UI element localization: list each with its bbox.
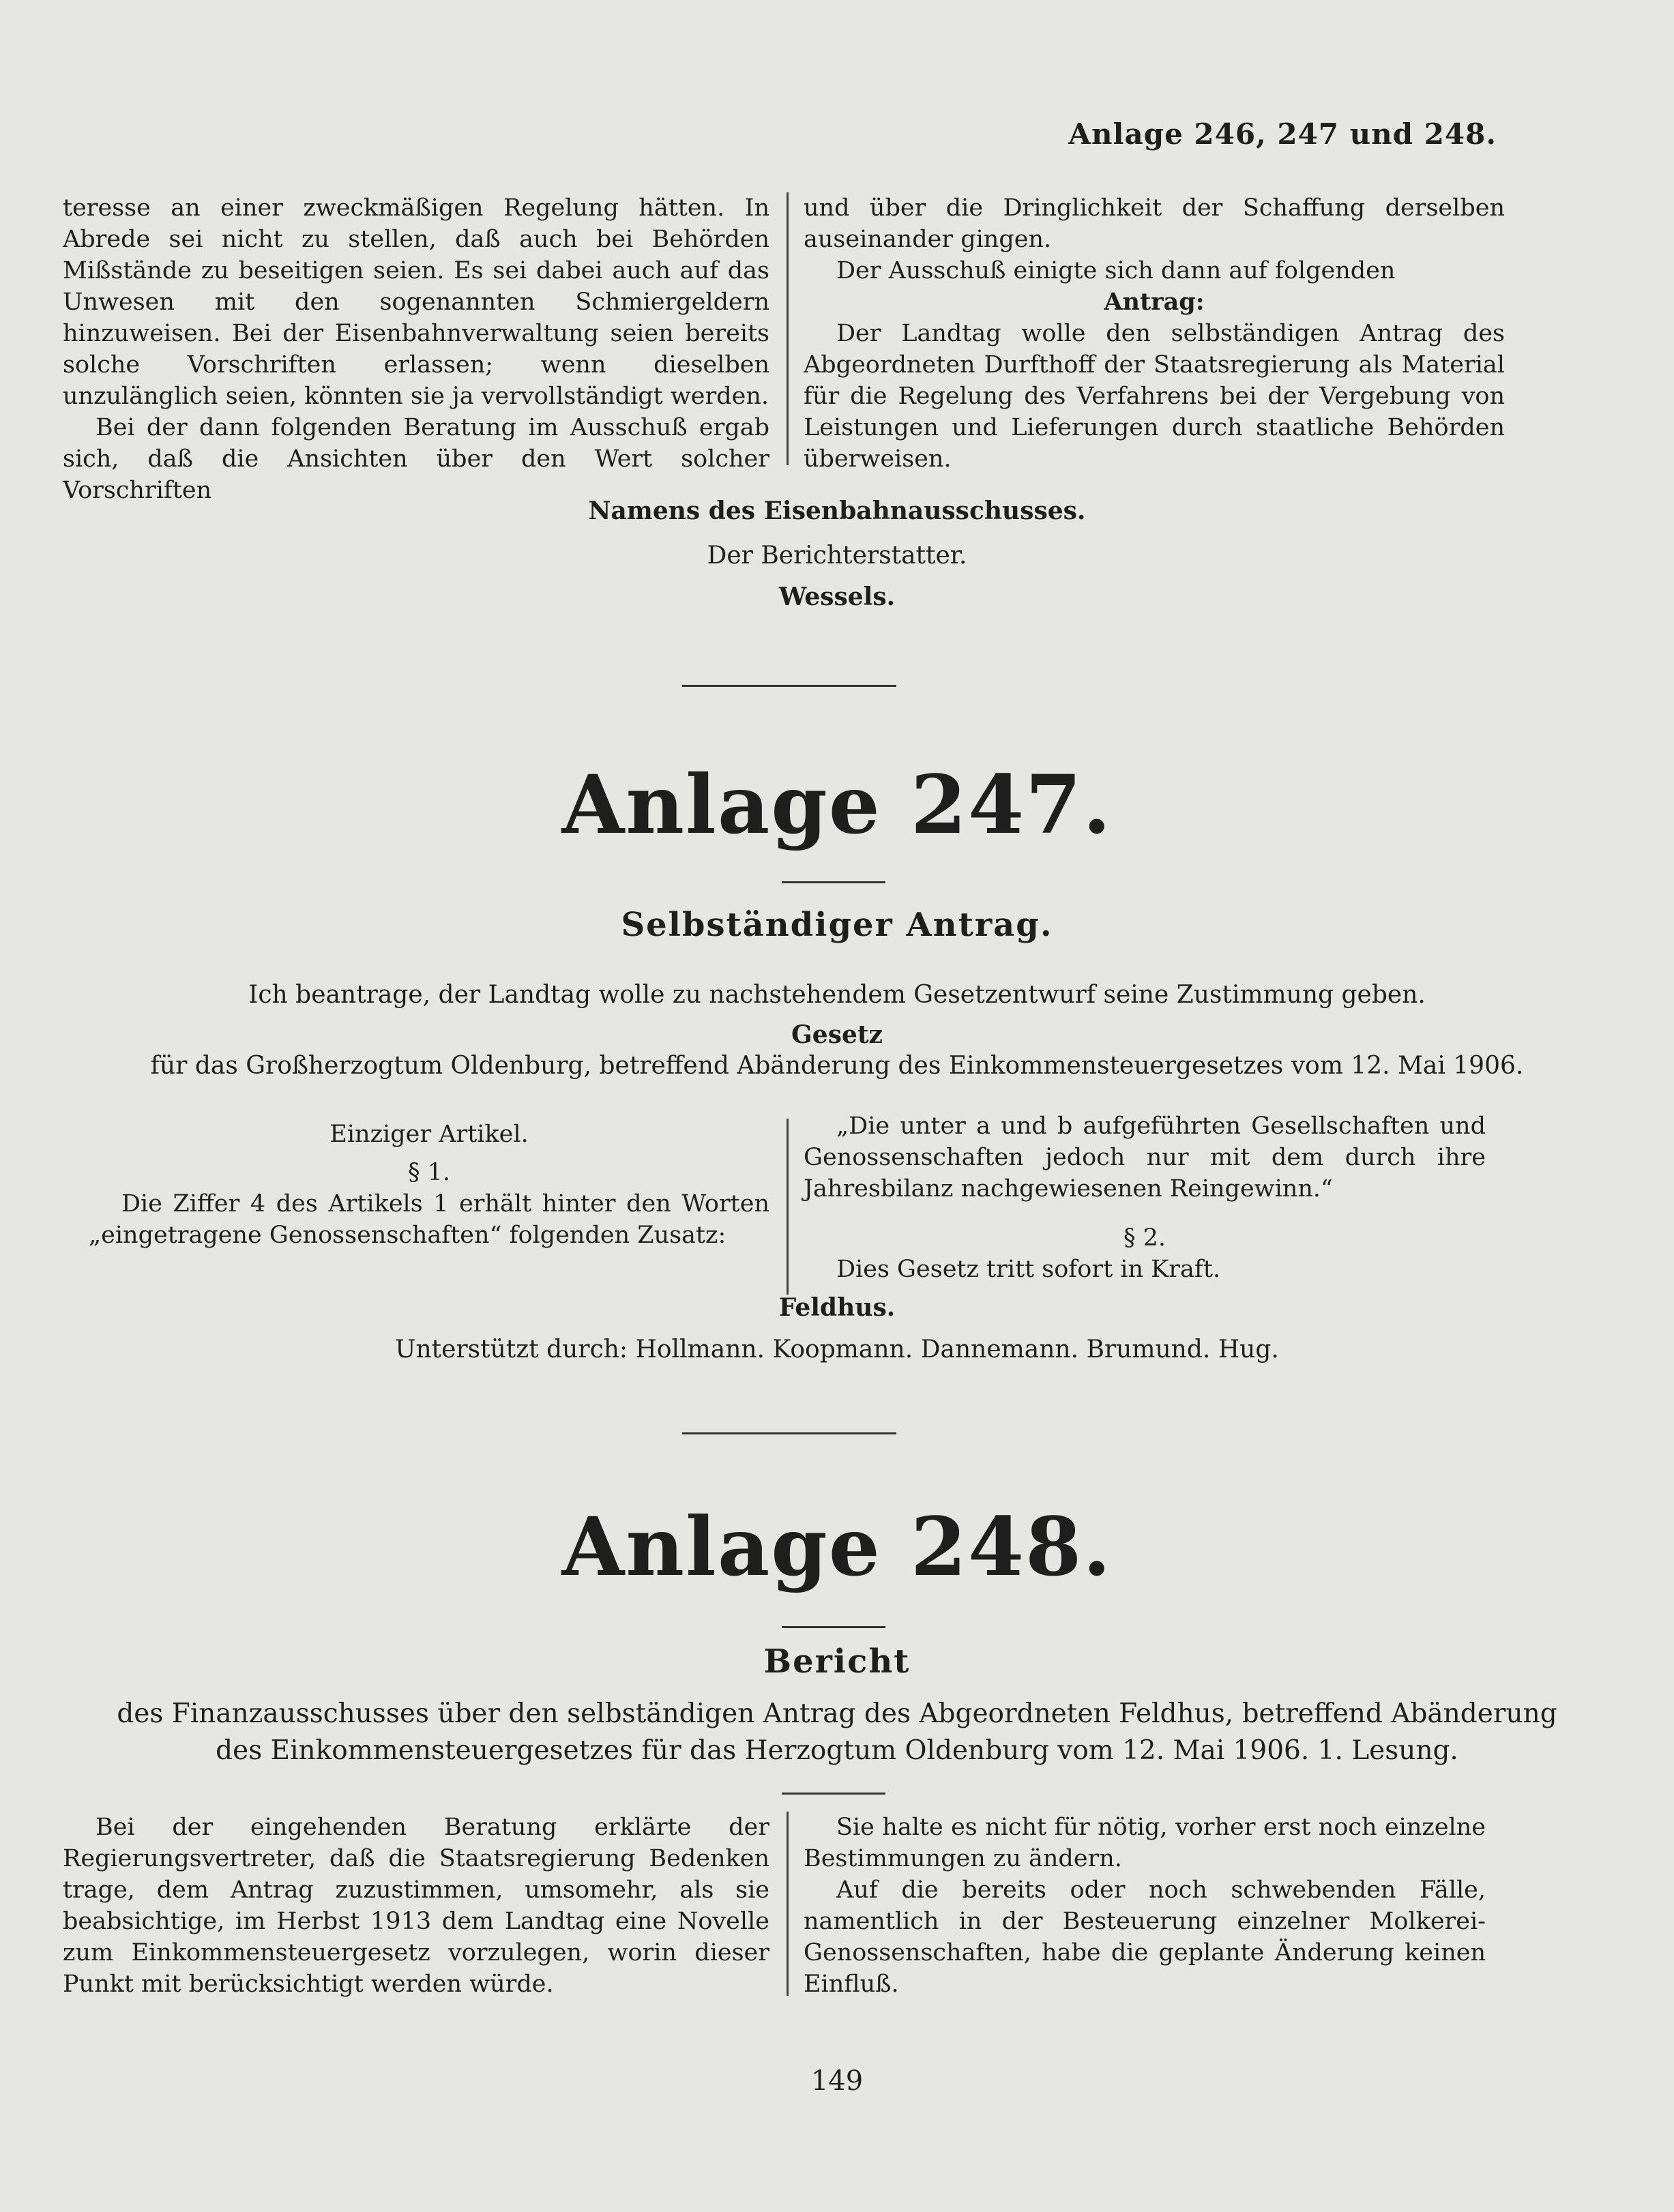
top-left-column bbox=[63, 192, 769, 506]
paragraph-number: § 2. bbox=[1123, 1224, 1166, 1252]
paragraph: und über die Dringlichkeit der Schaffung derselben auseinander gingen. bbox=[804, 194, 1505, 253]
gesetz-heading: Gesetz bbox=[791, 1020, 883, 1049]
paragraph: Der Landtag wolle den selbständigen Antrag des Abgeordneten Durfthoff der Staatsregierung als Material für die Regelung des Verfahrens bei der Vergebung von Leistungen und Lieferungen durch staatliche Behörden überweisen. bbox=[804, 320, 1505, 473]
paragraph: Sie halte es nicht für nötig, vorher erst noch einzelne Bestimmungen zu ändern. bbox=[804, 1814, 1486, 1872]
report-left-column bbox=[63, 1812, 769, 2000]
rapporteur-role: Der Berichterstatter. bbox=[707, 542, 967, 570]
column-divider bbox=[787, 1812, 789, 1996]
paragraph: „Die unter a und b aufgeführten Gesellschaften und Genossenschaften jedoch nur mit dem durch ihre Jahresbilanz nachgewiesenen Reingewinn.“ bbox=[804, 1112, 1486, 1203]
anlage-248-subtitle: Bericht bbox=[763, 1642, 911, 1681]
committee-name: Namens des Eisenbahnausschusses. bbox=[588, 497, 1086, 525]
anlage-247-title: Anlage 247. bbox=[561, 757, 1113, 852]
motion-heading: Antrag: bbox=[1104, 288, 1205, 316]
anlage-247-subtitle: Selbständiger Antrag. bbox=[621, 906, 1053, 944]
article-heading: Einziger Artikel. bbox=[329, 1121, 529, 1148]
signer-name: Feldhus. bbox=[778, 1293, 896, 1322]
paragraph: teresse an einer zweckmäßigen Regelung hätten. In Abrede sei nicht zu stellen, daß auch bei Behörden Mißstände zu beseitigen seien. Es sei dabei auch auf das Unwesen mit den sogenannten Schmiergeldern hinzuweisen. Bei der Eisenbahnverwaltung seien bereits solche Vorschriften erlassen; wenn dieselben unzulänglich seien, könnten sie ja vervollständigt werden. bbox=[63, 194, 769, 410]
column-divider bbox=[787, 192, 789, 465]
paragraph: Bei der eingehenden Beratung erklärte der Regierungsvertreter, daß die Staatsregierung Bedenken trage, dem Antrag zuzustimmen, umsomehr, als sie beabsichtige, im Herbst 1913 dem Landtag eine Novelle zum Einkommensteuergesetz vorzulegen, worin dieser Punkt mit berücksichtigt werden würde. bbox=[63, 1814, 769, 1998]
column-divider bbox=[787, 1119, 789, 1295]
law-right-column bbox=[804, 1110, 1486, 1285]
section-divider bbox=[782, 1793, 885, 1795]
paragraph-number: § 1. bbox=[407, 1159, 451, 1186]
title-underline bbox=[782, 881, 885, 883]
paragraph: Der Ausschuß einigte sich dann auf folgenden bbox=[836, 257, 1396, 284]
law-left-column bbox=[89, 1119, 769, 1251]
supporters-line: Unterstützt durch: Hollmann. Koopmann. Dannemann. Brumund. Hug. bbox=[395, 1336, 1279, 1363]
report-right-column bbox=[804, 1812, 1486, 2000]
report-title-line-1: des Finanzausschusses über den selbständigen Antrag des Abgeordneten Feldhus, betreffend Abänderung bbox=[117, 1698, 1557, 1729]
anlage-248-title: Anlage 248. bbox=[561, 1499, 1113, 1594]
paragraph: Auf die bereits oder noch schwebenden Fälle, namentlich in der Besteuerung einzelner Molkerei-Genossenschaften, habe die geplante Änderung keinen Einfluß. bbox=[804, 1876, 1486, 1998]
paragraph: Die Ziffer 4 des Artikels 1 erhält hinter den Worten „eingetragene Genossenschaften“ folgenden Zusatz: bbox=[89, 1190, 769, 1249]
page-header: Anlage 246, 247 und 248. bbox=[1068, 117, 1497, 151]
top-right-column bbox=[804, 192, 1505, 475]
report-title-line-2: des Einkommensteuergesetzes für das Herzogtum Oldenburg vom 12. Mai 1906. 1. Lesung. bbox=[216, 1735, 1458, 1766]
paragraph: Dies Gesetz tritt sofort in Kraft. bbox=[836, 1256, 1221, 1283]
gesetz-title: für das Großherzogtum Oldenburg, betreffend Abänderung des Einkommensteuergesetzes vom 12. Mai 1906. bbox=[150, 1052, 1524, 1080]
page-number: 149 bbox=[810, 2065, 864, 2097]
paragraph: Bei der dann folgenden Beratung im Ausschuß ergab sich, daß die Ansichten über den Wert solcher Vorschriften bbox=[63, 414, 769, 504]
rapporteur-name: Wessels. bbox=[778, 583, 896, 611]
motion-intro: Ich beantrage, der Landtag wolle zu nachstehendem Gesetzentwurf seine Zustimmung geben. bbox=[248, 981, 1426, 1009]
section-divider bbox=[682, 1432, 896, 1434]
title-underline bbox=[782, 1626, 885, 1628]
section-divider bbox=[682, 685, 896, 687]
